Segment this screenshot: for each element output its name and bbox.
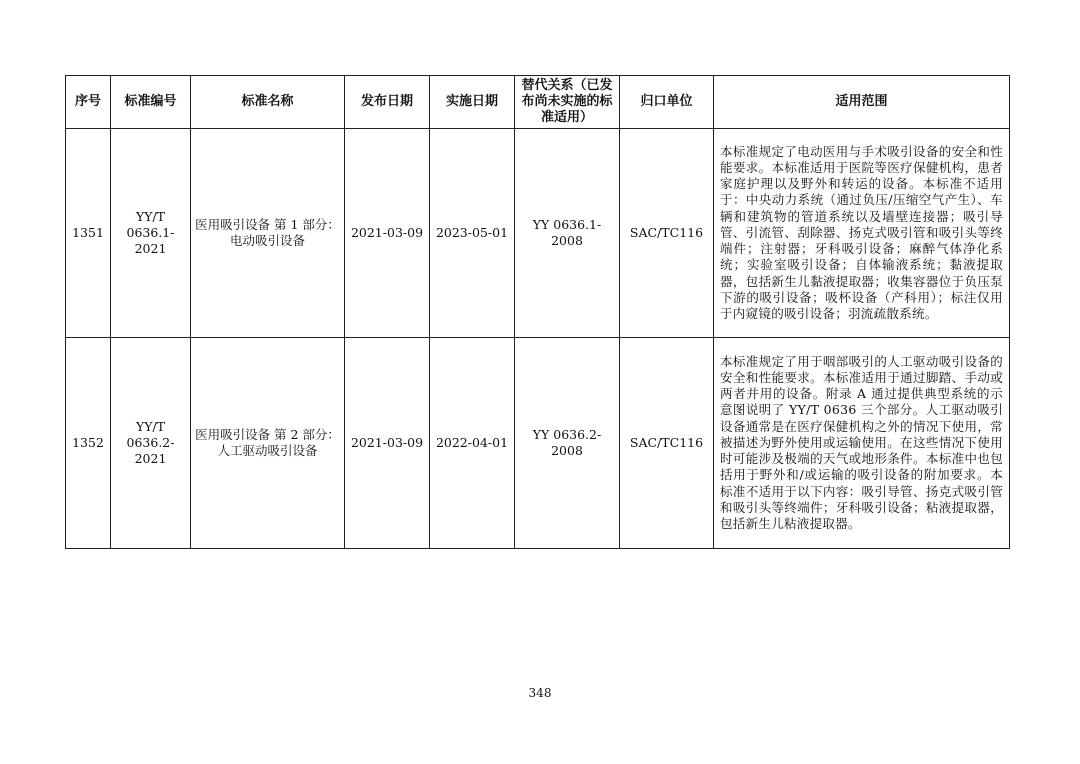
cell-seq: 1351: [66, 129, 111, 338]
header-publish-date: 发布日期: [345, 76, 430, 129]
cell-implement-date: 2023-05-01: [430, 129, 515, 338]
header-implement-date: 实施日期: [430, 76, 515, 129]
table-header-row: [66, 76, 1010, 129]
header-code: 标准编号: [111, 76, 191, 129]
cell-publish-date: 2021-03-09: [345, 338, 430, 549]
cell-seq: 1352: [66, 338, 111, 549]
standards-table: [65, 75, 1010, 549]
cell-unit: SAC/TC116: [620, 338, 714, 549]
header-replaces: 替代关系（已发布尚未实施的标准适用）: [515, 76, 620, 129]
header-unit: 归口单位: [620, 76, 714, 129]
cell-replaces: YY 0636.1-2008: [515, 129, 620, 338]
cell-replaces: YY 0636.2-2008: [515, 338, 620, 549]
cell-scope: 本标准规定了电动医用与手术吸引设备的安全和性能要求。本标准适用于医院等医疗保健机构，患者家庭护理以及野外和转运的设备。本标准不适用于：中央动力系统（通过负压/压缩空气产生）、车辆和建筑物的管道系统以及墙壁连接器；吸引导管、引流管、刮除器、扬克式吸引管和吸引头等终端件；注射器；牙科吸引设备；麻醉气体净化系统；实验室吸引设备；自体输液系统；黏液提取器，包括新生儿黏液提取器；收集容器位于负压泵下游的吸引设备；吸杯设备（产科用）；标注仅用于内窥镜的吸引设备；羽流疏散系统。: [714, 129, 1010, 338]
cell-name: 医用吸引设备 第 2 部分：人工驱动吸引设备: [191, 338, 345, 549]
header-name: 标准名称: [191, 76, 345, 129]
table-row: [66, 129, 1010, 338]
cell-code: YY/T 0636.1-2021: [111, 129, 191, 338]
table-row: [66, 338, 1010, 549]
cell-name: 医用吸引设备 第 1 部分：电动吸引设备: [191, 129, 345, 338]
cell-implement-date: 2022-04-01: [430, 338, 515, 549]
cell-unit: SAC/TC116: [620, 129, 714, 338]
page-number: 348: [528, 686, 552, 700]
cell-code: YY/T 0636.2-2021: [111, 338, 191, 549]
cell-scope: 本标准规定了用于咽部吸引的人工驱动吸引设备的安全和性能要求。本标准适用于通过脚踏、手动或两者并用的设备。附录 A 通过提供典型系统的示意图说明了 YY/T 0636 三个部分。人工驱动吸引设备通常是在医疗保健机构之外的情况下使用，常被描述为野外使用或运输使用。在这些情况下使用时可能涉及极端的天气或地形条件。本标准中也包括用于野外和/或运输的吸引设备的附加要求。本标准不适用于以下内容：吸引导管、扬克式吸引管和吸引头等终端件；牙科吸引设备；粘液提取器，包括新生儿粘液提取器。: [714, 338, 1010, 549]
cell-publish-date: 2021-03-09: [345, 129, 430, 338]
header-seq: 序号: [66, 76, 111, 129]
header-scope: 适用范围: [714, 76, 1010, 129]
